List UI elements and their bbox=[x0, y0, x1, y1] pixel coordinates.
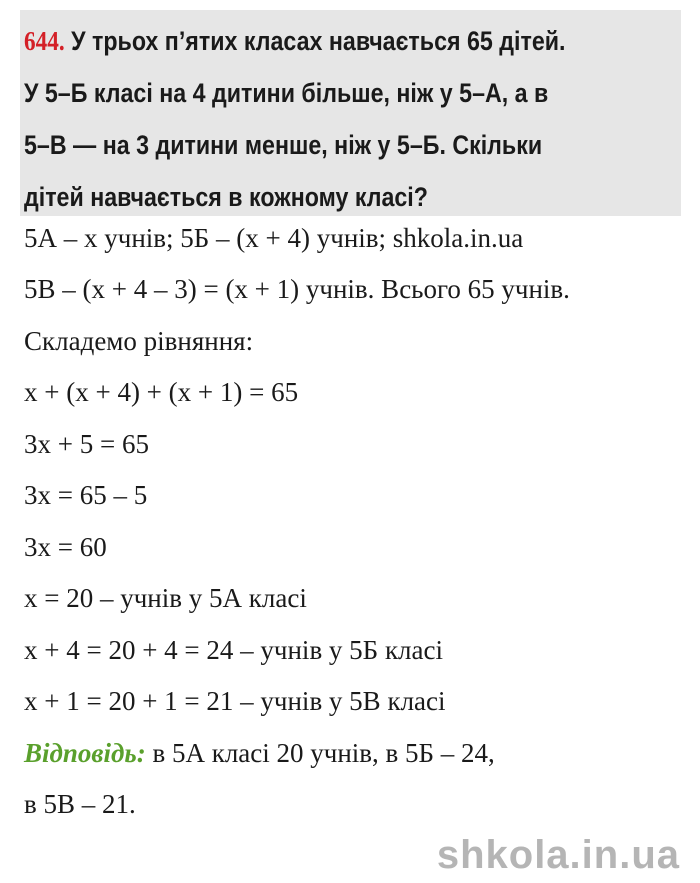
equation-line: х + 4 = 20 + 4 = 24 – учнів у 5Б класі bbox=[24, 635, 444, 665]
answer-text: в 5А класі 20 учнів, в 5Б – 24, bbox=[145, 738, 495, 768]
task-line bbox=[24, 26, 565, 57]
answer-line: в 5В – 21. bbox=[24, 789, 136, 819]
equation-line: 3х + 5 = 65 bbox=[24, 429, 149, 459]
answer-line bbox=[24, 737, 495, 769]
task-statement bbox=[20, 10, 681, 216]
answer-label: Відповідь: bbox=[24, 738, 146, 768]
task-line: У 5–Б класі на 4 дитини більше, ніж у 5–А, а в bbox=[24, 78, 549, 108]
solution-line: Складемо рівняння: bbox=[24, 326, 254, 356]
solution-line: 5А – х учнів; 5Б – (х + 4) учнів; shkola.in.ua bbox=[24, 223, 524, 253]
equation-line: х = 20 – учнів у 5А класі bbox=[24, 583, 307, 613]
equation-line: 3х = 65 – 5 bbox=[24, 480, 148, 510]
equation-line: 3х = 60 bbox=[24, 532, 107, 562]
task-line: дітей навчається в кожному класі? bbox=[24, 182, 428, 212]
task-text: У трьох п’ятих класах навчається 65 дітей. bbox=[71, 26, 566, 56]
solution-line: 5В – (х + 4 – 3) = (х + 1) учнів. Всього 65 учнів. bbox=[24, 274, 570, 304]
equation-line: х + (х + 4) + (х + 1) = 65 bbox=[24, 377, 299, 407]
task-number: 644. bbox=[24, 26, 65, 56]
watermark: shkola.in.ua bbox=[436, 833, 680, 877]
task-line: 5–В — на 3 дитини менше, ніж у 5–Б. Скільки bbox=[24, 130, 543, 160]
equation-line: х + 1 = 20 + 1 = 21 – учнів у 5В класі bbox=[24, 686, 446, 716]
